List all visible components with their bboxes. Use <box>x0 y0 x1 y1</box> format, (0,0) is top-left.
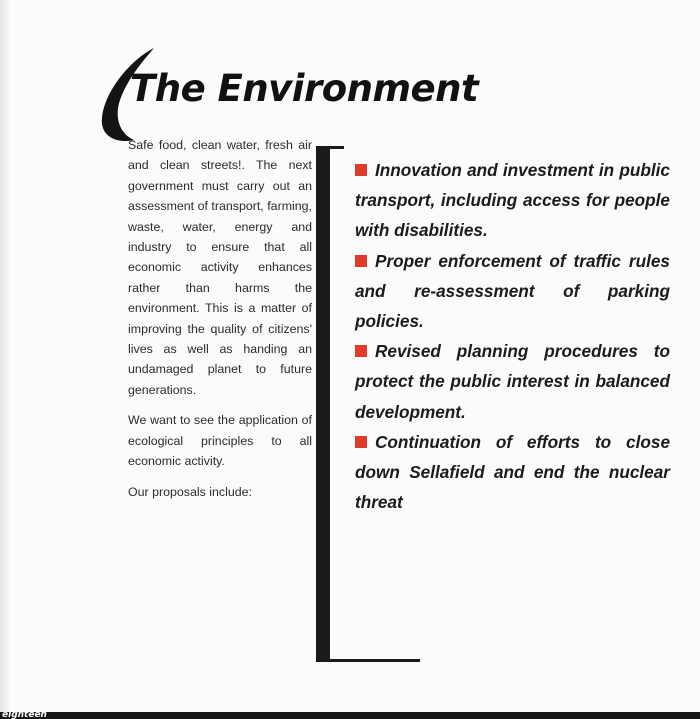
proposal-item <box>355 155 670 246</box>
intro-paragraph: We want to see the application of ecological principles to all economic activity. <box>128 413 312 469</box>
proposal-text: Innovation and investment in public transport, including access for people with disabilities. <box>355 160 670 241</box>
intro-paragraph: Safe food, clean water, fresh air and clean streets!. The next government must carry out an assessment of transport, farming, waste, water, energy and industry to ensure that all economic activity enhances rather than harms the environment. This is a matter of improving the quality of citizens' lives as well as handing an undamaged planet to future generations. <box>128 138 312 397</box>
page-edge-shadow <box>0 0 9 719</box>
page-title: The Environment <box>130 67 479 110</box>
red-square-bullet-icon <box>355 345 367 357</box>
red-square-bullet-icon <box>355 436 367 448</box>
proposals-list <box>355 155 670 517</box>
intro-paragraph: Our proposals include: <box>128 484 252 499</box>
intro-text <box>128 135 312 512</box>
proposal-text: Proper enforcement of traffic rules and re-assessment of parking policies. <box>355 250 670 332</box>
proposal-text: Revised planning procedures to protect the public interest in balanced development. <box>355 341 670 422</box>
page-number-label: eighteen <box>2 711 47 719</box>
proposal-item <box>355 427 670 518</box>
bracket-vertical-bar <box>316 148 330 662</box>
red-square-bullet-icon <box>355 255 367 267</box>
proposal-item <box>355 246 670 337</box>
proposal-text: Continuation of efforts to close down Sellafield and end the nuclear threat <box>355 431 670 513</box>
footer-bar <box>0 712 700 719</box>
proposal-item <box>355 336 670 427</box>
red-square-bullet-icon <box>355 164 367 176</box>
bracket-bottom-rule <box>316 659 420 662</box>
